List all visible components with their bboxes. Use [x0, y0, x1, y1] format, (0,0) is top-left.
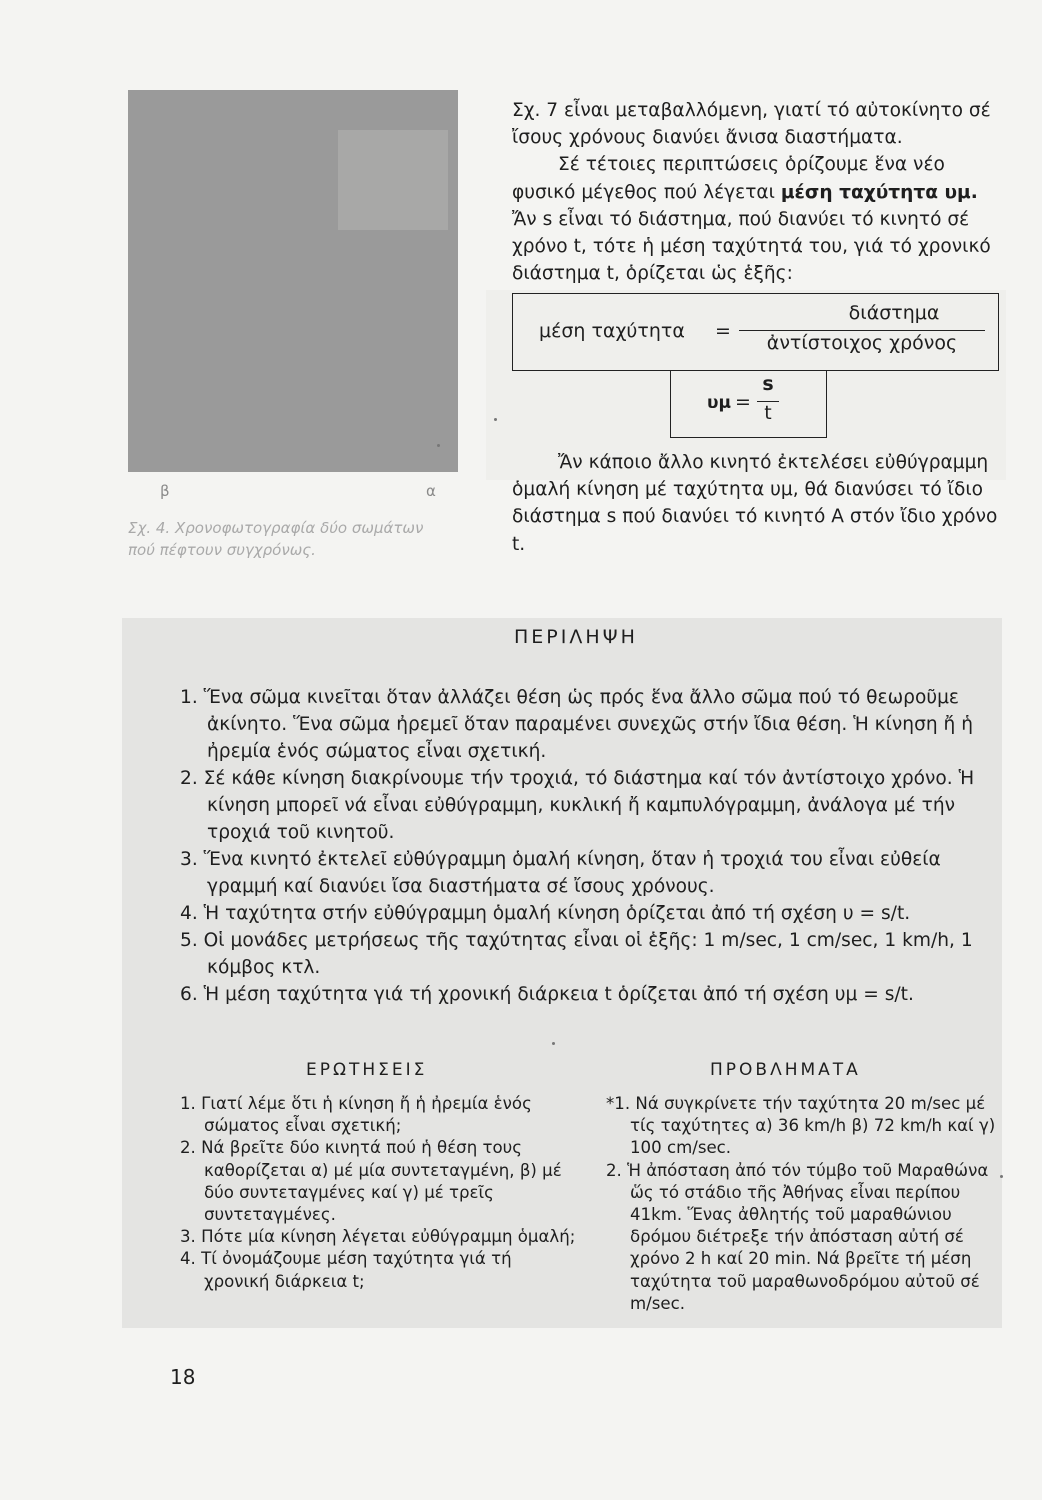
intro-paragraph-2 [512, 151, 1012, 205]
intro-paragraph-3: Ἄν s εἶναι τό διάστημα, πού διανύει τό κινητό σέ χρόνο t, τότε ἡ μέση ταχύτητά του, γιά τό χρονικό διάστημα t, ὁρίζεται ὡς ἑξῆς: [512, 208, 991, 285]
symbolic-formula-numerator: s [762, 373, 774, 395]
scan-speck [437, 444, 440, 447]
question-item: 4. Τί ὀνομάζουμε μέση ταχύτητα γιά τή χρονική διάρκεια t; [180, 1249, 512, 1291]
formula-label: μέση ταχύτητα [539, 320, 685, 342]
symbolic-formula-box [670, 371, 827, 438]
figure-label-alpha: α [426, 482, 436, 500]
figure-label-beta: β [160, 482, 170, 500]
summary-item: 5. Οἱ μονάδες μετρήσεως τῆς ταχύτητας εἶναι οἱ ἑξῆς: 1 m/sec, 1 cm/sec, 1 km/h, 1 κόμβος κτλ. [180, 930, 973, 978]
page-number: 18 [170, 1365, 196, 1389]
summary-item: 6. Ἡ μέση ταχύτητα γιά τή χρονική διάρκεια t ὁρίζεται ἀπό τή σχέση υμ = s/t. [180, 984, 914, 1005]
problem-item: *1. Νά συγκρίνετε τήν ταχύτητα 20 m/sec μέ τίς ταχύτητες α) 36 km/h β) 72 km/h καί γ) 100 cm/sec. [606, 1094, 996, 1158]
average-speed-term: μέση ταχύτητα υμ. [780, 181, 978, 203]
summary-item: 4. Ἡ ταχύτητα στήν εὐθύγραμμη ὁμαλή κίνηση ὁρίζεται ἀπό τή σχέση υ = s/t. [180, 903, 911, 924]
question-item: 2. Νά βρεῖτε δύο κινητά πού ἡ θέση τους καθορίζεται α) μέ μία συντεταγμένη, β) μέ δύο συντεταγμένες καί γ) μέ τρεῖς συντεταγμένες. [180, 1138, 562, 1225]
symbolic-formula-denominator: t [764, 402, 772, 424]
questions-title: ΕΡΩΤΗΣΕΙΣ [306, 1060, 428, 1080]
question-item: 1. Γιατί λέμε ὅτι ἡ κίνηση ἤ ἡ ἠρεμία ἑνός σώματος εἶναι σχετική; [180, 1094, 532, 1136]
questions-list [180, 1093, 576, 1293]
summary-title: ΠΕΡΙΛΗΨΗ [514, 626, 638, 648]
intro-definition-text: Σέ τέτοιες περιπτώσεις ὁρίζουμε ἕνα νέο φυσικό μέγεθος πού λέγεται [512, 154, 945, 203]
intro-text [512, 97, 1012, 287]
fraction-bar [739, 330, 985, 331]
scan-speck [1000, 1175, 1003, 1178]
scan-speck [494, 418, 497, 421]
symbolic-formula-equals: = [735, 391, 751, 413]
formula-denominator: ἀντίστοιχος χρόνος [766, 332, 958, 354]
problem-item: 2. Ἡ ἀπόσταση ἀπό τόν τύμβο τοῦ Μαραθώνα ὥς τό στάδιο τῆς Ἀθήνας εἶναι περίπου 41km. Ἕνας ἀθλητής τοῦ μαραθώνιου δρόμου διέτρεξε τήν ἀπόσταση αὐτή σέ χρόνο 2 h καί 20 min. Νά βρεῖτε τή μέση ταχύτητα τοῦ μαραθωνοδρόμου αὐτοῦ σέ m/sec. [606, 1160, 989, 1313]
question-item: 3. Πότε μία κίνηση λέγεται εὐθύγραμμη ὁμαλή; [180, 1227, 576, 1247]
figure-caption: Σχ. 4. Χρονοφωτογραφία δύο σωμάτων πού πέφτουν συγχρόνως. [128, 519, 424, 559]
intro-paragraph-1: Σχ. 7 εἶναι μεταβαλλόμενη, γιατί τό αὐτοκίνητο σέ ἴσους χρόνους διανύει ἄνισα διαστήματα. [512, 100, 991, 149]
summary-item: 3. Ἕνα κινητό ἐκτελεῖ εὐθύγραμμη ὁμαλή κίνηση, ὅταν ἡ τροχιά του εἶναι εὐθεία γραμμή καί διανύει ἴσα διαστήματα σέ ἴσους χρόνους. [180, 849, 941, 897]
formula-numerator: διάστημα [848, 302, 940, 324]
scan-speck [552, 1042, 555, 1045]
chronophotograph-figure [128, 90, 458, 472]
after-formula-paragraph: Ἄν κάποιο ἄλλο κινητό ἐκτελέσει εὐθύγραμμη ὁμαλή κίνηση μέ ταχύτητα υμ, θά διανύσει τό ἴδιο διάστημα s πού διανύει τό κινητό Α στόν ἴδιο χρόνο t. [512, 452, 998, 555]
summary-item: 2. Σέ κάθε κίνηση διακρίνουμε τήν τροχιά, τό διάστημα καί τόν ἀντίστοιχο χρόνο. Ἡ κίνηση μπορεῖ νά εἶναι εὐθύγραμμη, κυκλική ἤ καμπυλόγραμμη, ἀνάλογα μέ τήν τροχιά τοῦ κινητοῦ. [180, 768, 975, 843]
summary-item: 1. Ἕνα σῶμα κινεῖται ὅταν ἀλλάζει θέση ὡς πρός ἕνα ἄλλο σῶμα πού τό θεωροῦμε ἀκίνητο. Ἕνα σῶμα ἠρεμεῖ ὅταν παραμένει συνεχῶς στήν ἴδια θέση. Ἡ κίνηση ἤ ἡ ἠρεμία ἑνός σώματος εἶναι σχετική. [180, 687, 974, 762]
formula-equals: = [715, 320, 731, 342]
problems-list [606, 1093, 998, 1315]
summary-list [180, 684, 998, 1008]
symbolic-formula-label: υμ [707, 393, 731, 413]
problems-title: ΠΡΟΒΛΗΜΑΤΑ [710, 1060, 861, 1080]
average-speed-formula-box [512, 293, 999, 371]
